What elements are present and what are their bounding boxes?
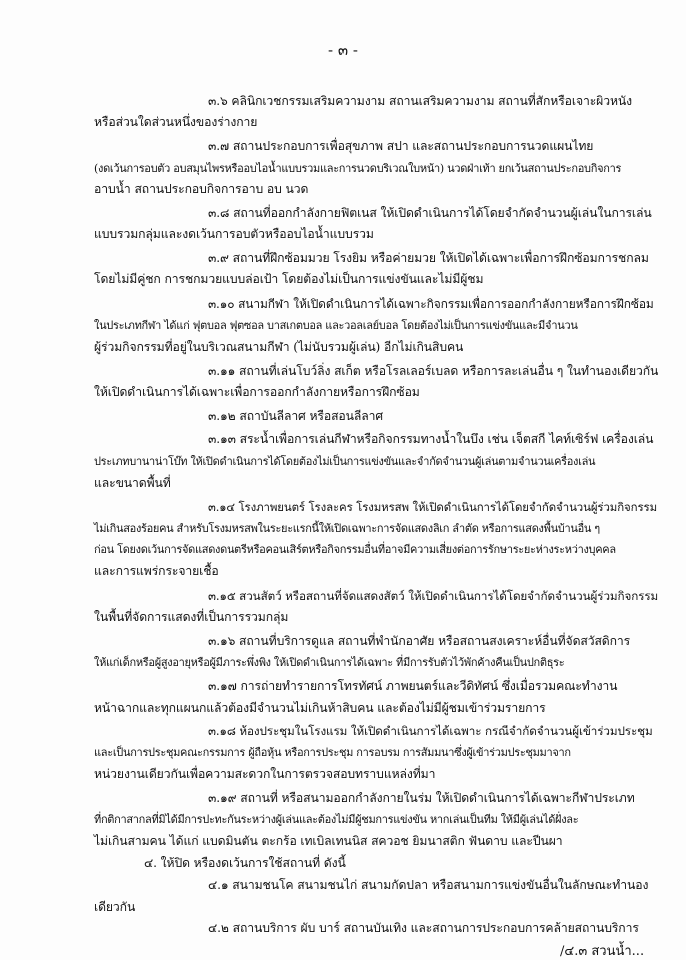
text-line: หรือส่วนใดส่วนหนึ่งของร่างกาย bbox=[94, 115, 258, 129]
text-line: หน้าฉากและทุกแผนกแล้วต้องมีจำนวนไม่เกินห้าสิบคน และต้องไม่มีผู้ชมเข้าร่วมรายการ bbox=[94, 701, 546, 715]
text-line: ๓.๑๖ สถานที่บริการดูแล สถานที่พำนักอาศัย หรือสถานสงเคราะห์อื่นที่จัดสวัสดิการ bbox=[208, 634, 631, 648]
text-line: ๓.๘ สถานที่ออกกำลังกายฟิตเนส ให้เปิดดำเนินการได้โดยจำกัดจำนวนผู้เล่นในการเล่น bbox=[208, 206, 652, 220]
text-line: ในประเภทกีฬา ได้แก่ ฟุตบอล ฟุตซอล บาสเกตบอล และวอลเลย์บอล โดยต้องไม่เป็นการแข่งขันและมีจำนวน bbox=[94, 319, 578, 332]
text-line: ก่อน โดยงดเว้นการจัดแสดงดนตรีหรือคอนเสิร์ตหรือกิจกรรมอื่นที่อาจมีความเสี่ยงต่อการรักษาระยะห่างระหว่างบุคคล bbox=[94, 543, 616, 556]
text-line: ที่กติกาสากลที่มิได้มีการปะทะกันระหว่างผู้เล่นและต้องไม่มีผู้ชมการแข่งขัน หากเล่นเป็นทีม ให้มีผู้เล่นได้ฝั่งละ bbox=[94, 813, 579, 826]
text-line: และขนาดพื้นที่ bbox=[94, 476, 171, 490]
text-line: (งดเว้นการอบตัว อบสมุนไพรหรืออบไอน้ำแบบรวมและการนวดบริเวณใบหน้า) นวดฝ่าเท้า ยกเว้นสถานประกอบกิจการ bbox=[94, 162, 622, 175]
section-heading: ๔. ให้ปิด หรืองดเว้นการใช้สถานที่ ดังนี้ bbox=[144, 856, 346, 870]
text-line: ประเภทบานาน่าโบ๊ท ให้เปิดดำเนินการได้โดยต้องไม่เป็นการแข่งขันและจำกัดจำนวนผู้เล่นตามจำนวนเครื่องเล่น bbox=[94, 455, 596, 468]
text-line: เดียวกัน bbox=[94, 900, 136, 914]
text-line: ๓.๑๒ สถาบันลีลาศ หรือสอนลีลาศ bbox=[208, 409, 383, 423]
text-line: ๓.๑๘ ห้องประชุมในโรงแรม ให้เปิดดำเนินการได้เฉพาะ กรณีจำกัดจำนวนผู้เข้าร่วมประชุม bbox=[208, 724, 653, 738]
text-line: ในพื้นที่จัดการแสดงที่เป็นการรวมกลุ่ม bbox=[94, 610, 289, 624]
continuation-note: /๔.๓ สวนน้ำ... bbox=[560, 944, 645, 959]
text-line: ไม่เกินสามคน ได้แก่ แบดมินตัน ตะกร้อ เทเบิลเทนนิส สควอช ยิมนาสติก ฟันดาบ และปีนผา bbox=[94, 834, 563, 848]
text-line: ๓.๙ สถานที่ฝึกซ้อมมวย โรงยิม หรือค่ายมวย ให้เปิดได้เฉพาะเพื่อการฝึกซ้อมการชกลม bbox=[208, 251, 649, 265]
text-line: ๓.๑๑ สถานที่เล่นโบว์ลิ่ง สเก็ต หรือโรลเลอร์เบลด หรือการละเล่นอื่น ๆ ในทำนองเดียวกัน bbox=[208, 364, 659, 378]
text-line: และเป็นการประชุมคณะกรรมการ ผู้ถือหุ้น หรือการประชุม การอบรม การสัมมนาซึ่งผู้เข้าร่วมประชุมมาจาก bbox=[94, 746, 571, 759]
text-line: โดยไม่มีคู่ชก การชกมวยแบบล่อเป้า โดยต้องไม่เป็นการแข่งขันและไม่มีผู้ชม bbox=[94, 272, 484, 286]
text-line: ไม่เกินสองร้อยคน สำหรับโรงมหรสพในระยะแรกนี้ให้เปิดเฉพาะการจัดแสดงลิเก ลำตัด หรือการแสดงพื้นบ้านอื่น ๆ bbox=[94, 522, 600, 535]
text-line: ๓.๖ คลินิกเวชกรรมเสริมความงาม สถานเสริมความงาม สถานที่สักหรือเจาะผิวหนัง bbox=[208, 94, 632, 108]
page-number: - ๓ - bbox=[328, 41, 358, 59]
text-line: ให้แก่เด็กหรือผู้สูงอายุหรือผู้มีภาระพึ่งพิง ให้เปิดดำเนินการได้เฉพาะ ที่มีการรับตัวไว้พักค้างคืนเป็นปกติธุระ bbox=[94, 656, 565, 669]
text-line: ๓.๑๐ สนามกีฬา ให้เปิดดำเนินการได้เฉพาะกิจกรรมเพื่อการออกกำลังกายหรือการฝึกซ้อม bbox=[208, 297, 654, 311]
text-line: แบบรวมกลุ่มและงดเว้นการอบตัวหรืออบไอน้ำแบบรวม bbox=[94, 227, 374, 241]
text-line: ๓.๗ สถานประกอบการเพื่อสุขภาพ สปา และสถานประกอบการนวดแผนไทย bbox=[208, 139, 594, 153]
text-line: ๓.๑๗ การถ่ายทำรายการโทรทัศน์ ภาพยนตร์และวีดิทัศน์ ซึ่งเมื่อรวมคณะทำงาน bbox=[208, 679, 618, 693]
text-line: หน่วยงานเดียวกันเพื่อความสะดวกในการตรวจสอบทราบแหล่งที่มา bbox=[94, 767, 436, 781]
text-line: ๓.๑๕ สวนสัตว์ หรือสถานที่จัดแสดงสัตว์ ให้เปิดดำเนินการได้โดยจำกัดจำนวนผู้ร่วมกิจกรรม bbox=[208, 589, 659, 603]
text-line: ๓.๑๓ สระน้ำเพื่อการเล่นกีฬาหรือกิจกรรมทางน้ำในบึง เช่น เจ็ตสกี ไคท์เซิร์ฟ เครื่องเล่น bbox=[208, 432, 654, 446]
text-line: ๔.๑ สนามชนโค สนามชนไก่ สนามกัดปลา หรือสนามการแข่งขันอื่นในลักษณะทำนอง bbox=[208, 878, 649, 892]
text-line: และการแพร่กระจายเชื้อ bbox=[94, 564, 219, 578]
text-line: ให้เปิดดำเนินการได้เฉพาะเพื่อการออกกำลังกายหรือการฝึกซ้อม bbox=[94, 385, 420, 399]
text-line: ๔.๒ สถานบริการ ผับ บาร์ สถานบันเทิง และสถานการประกอบการคล้ายสถานบริการ bbox=[208, 921, 639, 935]
text-line: ๓.๑๙ สถานที่ หรือสนามออกกำลังกายในร่ม ให้เปิดดำเนินการได้เฉพาะกีฬาประเภท bbox=[208, 791, 635, 805]
text-line: อาบน้ำ สถานประกอบกิจการอาบ อบ นวด bbox=[94, 182, 309, 196]
text-line: ๓.๑๔ โรงภาพยนตร์ โรงละคร โรงมหรสพ ให้เปิดดำเนินการได้โดยจำกัดจำนวนผู้ร่วมกิจกรรม bbox=[208, 500, 658, 514]
text-line: ผู้ร่วมกิจกรรมที่อยู่ในบริเวณสนามกีฬา (ไม่นับรวมผู้เล่น) อีกไม่เกินสิบคน bbox=[94, 340, 464, 354]
